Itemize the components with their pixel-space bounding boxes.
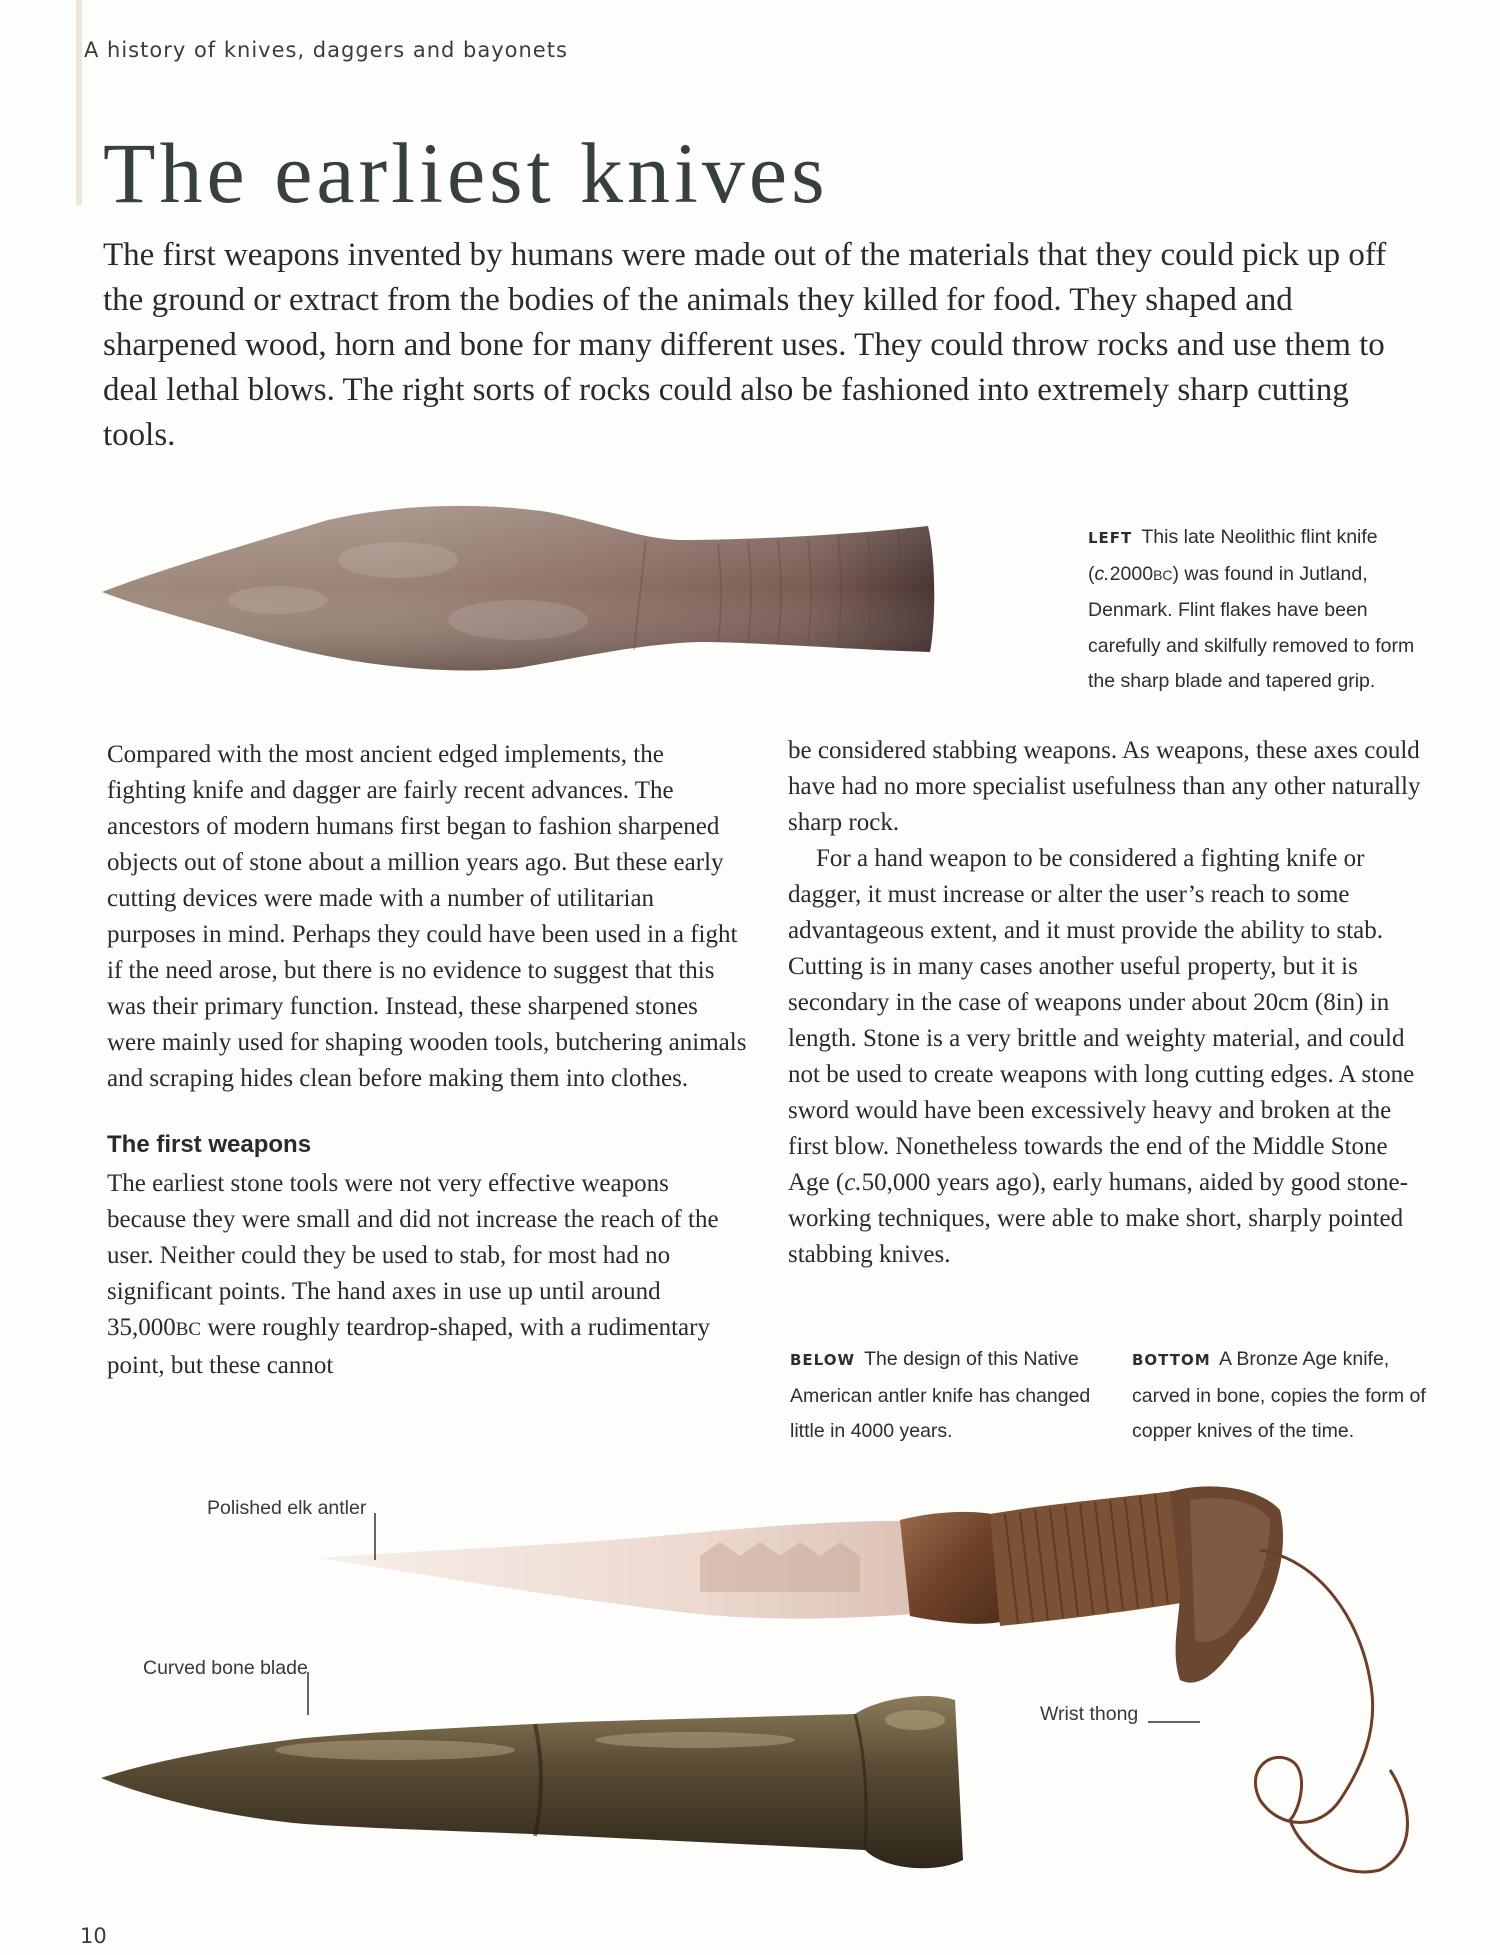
page-number: 10 [80, 1924, 107, 1948]
col2-paragraph-1: be considered stabbing weapons. As weapons, these axes could have had no more specialist usefulness than any other naturally sharp rock. [788, 737, 1421, 836]
callout-wrist-thong: Wrist thong [1040, 1703, 1139, 1725]
col1-paragraph-1: Compared with the most ancient edged implements, the fighting knife and dagger are fairly recent advances. The ancestors of modern humans first began to fashion sharpened objects out of stone about a million years ago. But these early cutting devices were made with a number of utilitarian purposes in mind. Perhaps they could have been used in a fight if the need arose, but there is no evidence to suggest that this was their primary function. Instead, these sharpened stones were mainly used for shaping wooden tools, butchering animals and scraping hides clean before making them into clothes. [107, 741, 747, 1092]
col2-paragraph-2b: 50,000 years ago), early humans, aided by good stone-working techniques, were able to make short, sharply pointed stabbing knives. [788, 1169, 1408, 1268]
intro-paragraph: The first weapons invented by humans were made out of the materials that they could pick up off the ground or extract from the bodies of the animals they killed for food. They shaped and sharpened wood, horn and bone for many different uses. They could throw rocks and use them to deal lethal blows. The right sorts of rocks could also be fashioned into extremely sharp cutting tools. [103, 237, 1387, 453]
subheading-first-weapons: The first weapons [107, 1131, 312, 1158]
col1-paragraph-2a: The earliest stone tools were not very effective weapons because they were small and did not increase the reach of the user. Neither could they be used to stab, for most had no significant points. The hand axes in use up until around 35,000 [107, 1170, 719, 1341]
col1-paragraph-2-era: BC [175, 1319, 202, 1340]
caption-bottom-text: A Bronze Age knife, carved in bone, copies the form of copper knives of the time. [1132, 1348, 1426, 1442]
col2-paragraph-2-circa: c. [844, 1169, 862, 1196]
col2-paragraph-2a: For a hand weapon to be considered a fighting knife or dagger, it must increase or alter the user’s reach to some advantageous extent, and it must provide the ability to stab. Cutting is in many cases another useful property, but it is secondary in the case of weapons under about 20cm (8in) in length. Stone is a very brittle and weighty material, and could not be used to create weapons with long cutting edges. A stone sword would have been excessively heavy and broken at the first blow. Nonetheless towards the end of the Middle Stone Age ( [788, 845, 1415, 1196]
caption-below-label: BELOW [790, 1351, 855, 1369]
caption-bottom-label: BOTTOM [1132, 1351, 1211, 1369]
callout-polished-elk-antler: Polished elk antler [207, 1497, 367, 1519]
caption-left-text-b: ) was found in Jutland, Denmark. Flint flakes have been carefully and skilfully removed to form the sharp blade and tapered grip. [1088, 562, 1415, 692]
callout-curved-bone-blade: Curved bone blade [143, 1657, 308, 1679]
caption-left-era: BC [1153, 566, 1173, 583]
caption-left-label: LEFT [1088, 529, 1133, 547]
col1-paragraph-2b: were roughly teardrop-shaped, with a rudimentary point, but these cannot [107, 1314, 710, 1379]
caption-left-text-a: This late Neolithic flint knife ( [1088, 526, 1378, 585]
caption-below-text: The design of this Native American antler knife has changed little in 4000 years. [790, 1348, 1091, 1442]
page-title: The earliest knives [103, 125, 829, 221]
caption-left-date: 2000 [1109, 562, 1154, 585]
caption-left-circa: c. [1094, 562, 1110, 585]
running-head: A history of knives, daggers and bayonets [84, 38, 568, 62]
